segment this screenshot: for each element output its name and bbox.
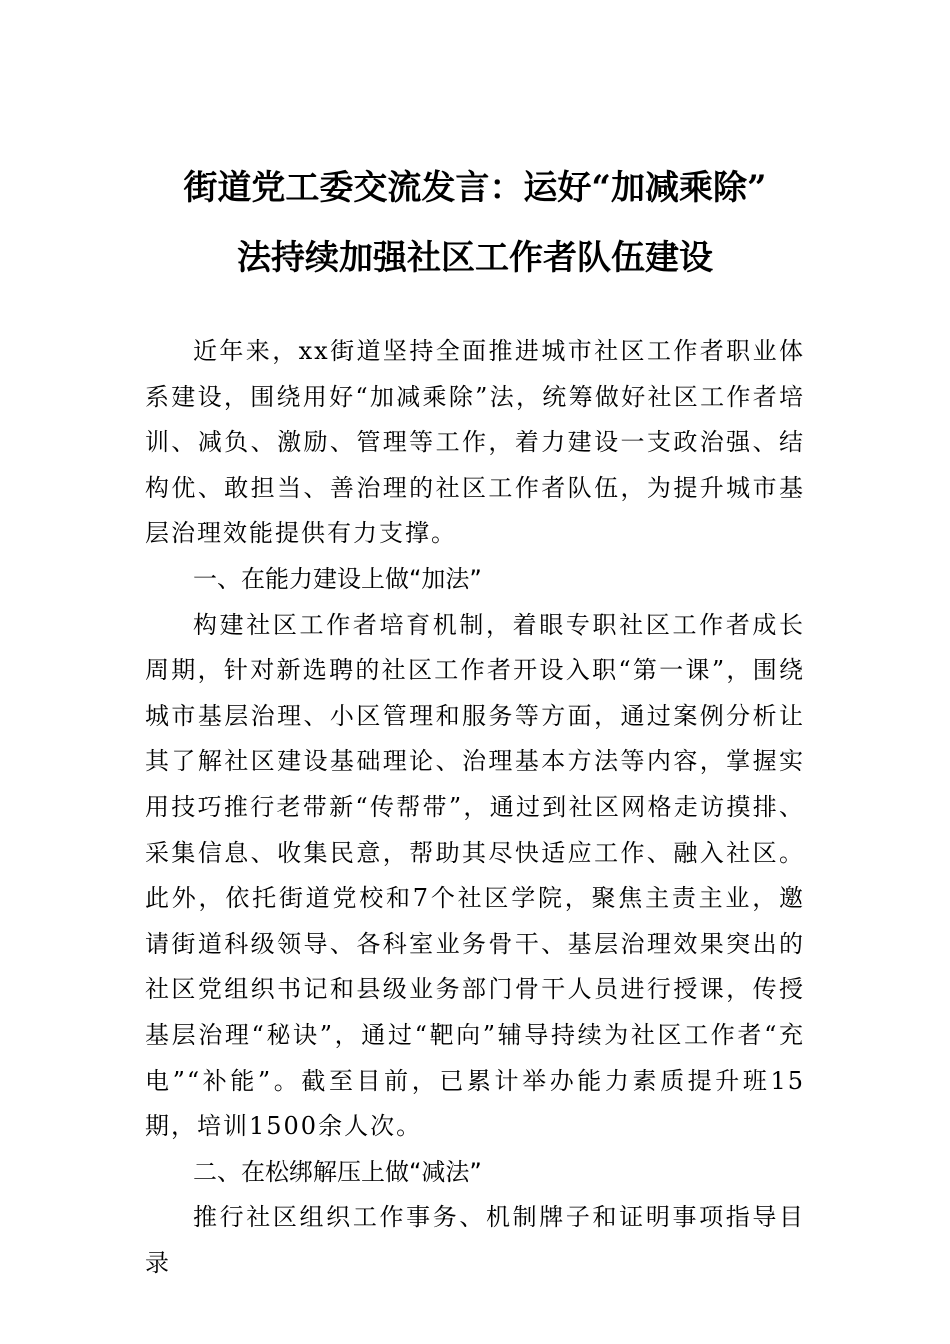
document-title-line-1: 街道党工委交流发言：运好“加减乘除” [183,168,767,208]
section-heading-1: 一、在能力建设上做“加法” [193,564,482,593]
document-title-line-2: 法持续加强社区工作者队伍建设 [237,238,713,278]
section-2-paragraph: 推行社区组织工作事务、机制牌子和证明事项指导目录 [145,1203,805,1277]
intro-paragraph: 近年来，xx街道坚持全面推进城市社区工作者职业体系建设，围绕用好“加减乘除”法，统筹做好社区工作者培训、减负、激励、管理等工作，着力建设一支政治强、结构优、敢担当、善治理的社区工作者队伍，为提升城市基层治理效能提供有力支撑。 [145,337,805,548]
section-1-paragraph: 构建社区工作者培育机制，着眼专职社区工作者成长周期，针对新选聘的社区工作者开设入职“第一课”，围绕城市基层治理、小区管理和服务等方面，通过案例分析让其了解社区建设基础理论、治理基本方法等内容，掌握实用技巧推行老带新“传帮带”，通过到社区网格走访摸排、采集信息、收集民意，帮助其尽快适应工作、融入社区。此外，依托街道党校和7个社区学院，聚焦主责主业，邀请街道科级领导、各科室业务骨干、基层治理效果突出的社区党组织书记和县级业务部门骨干人员进行授课，传授基层治理“秘诀”，通过“靶向”辅导持续为社区工作者“充电”“补能”。截至目前，已累计举办能力素质提升班15期，培训1500余人次。 [145,610,805,1141]
document-body [145,329,805,1286]
section-heading-2: 二、在松绑解压上做“减法” [193,1157,482,1186]
